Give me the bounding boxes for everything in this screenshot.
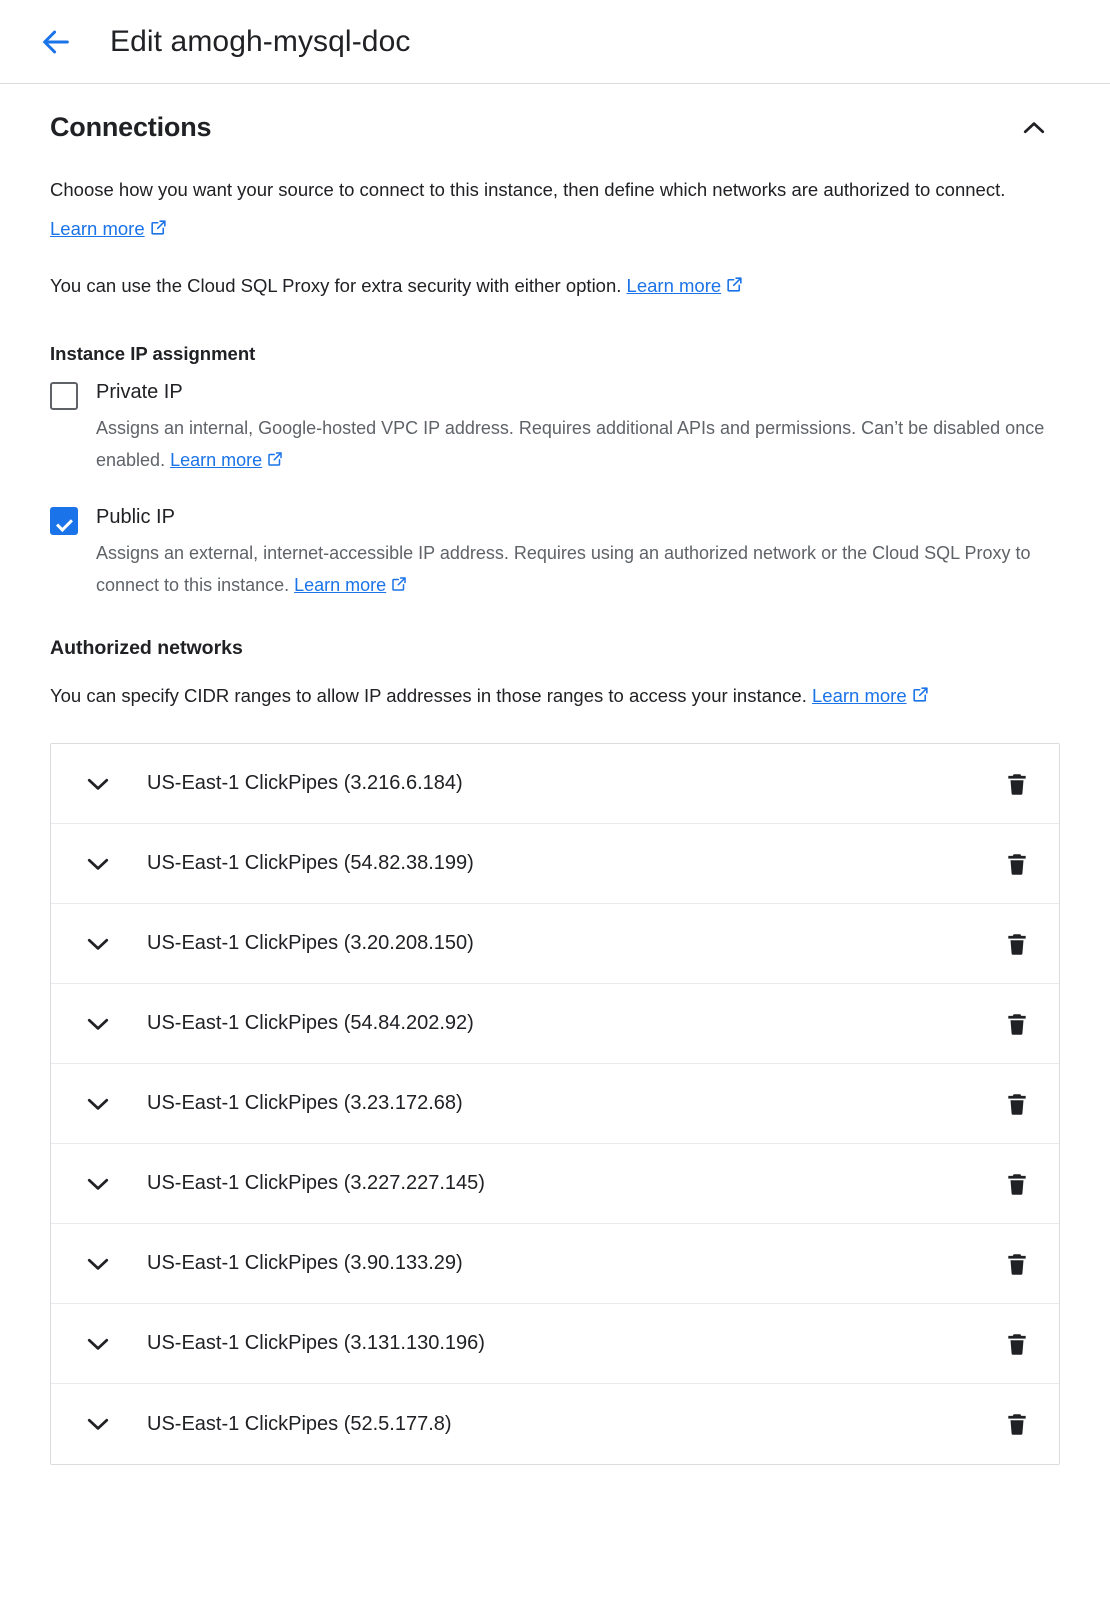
private-ip-label: Private IP — [96, 381, 183, 403]
table-row[interactable] — [51, 824, 1059, 904]
network-name: US-East-1 ClickPipes (3.227.227.145) — [147, 1172, 485, 1194]
trash-icon[interactable] — [997, 1004, 1037, 1044]
learn-more-link-connections[interactable] — [50, 218, 145, 239]
trash-icon[interactable] — [997, 1164, 1037, 1204]
external-link-icon — [725, 268, 744, 307]
connections-section-header — [50, 112, 1060, 148]
table-row[interactable] — [51, 904, 1059, 984]
network-name: US-East-1 ClickPipes (3.216.6.184) — [147, 772, 463, 794]
learn-more-link-authorized-networks[interactable] — [812, 685, 907, 706]
trash-icon[interactable] — [997, 844, 1037, 884]
network-name: US-East-1 ClickPipes (54.84.202.92) — [147, 1012, 474, 1034]
chevron-down-icon[interactable] — [81, 1167, 115, 1201]
collapse-section-button[interactable] — [1016, 112, 1052, 148]
intro-1-text: Choose how you want your source to connect to this instance, then define which networks are authorized to connect. — [50, 179, 1006, 200]
chevron-down-icon[interactable] — [81, 767, 115, 801]
authorized-networks-description — [50, 676, 1040, 717]
chevron-down-icon[interactable] — [81, 1087, 115, 1121]
trash-icon[interactable] — [997, 764, 1037, 804]
private-ip-option-body — [96, 379, 1060, 478]
network-name: US-East-1 ClickPipes (3.90.133.29) — [147, 1252, 463, 1274]
chevron-down-icon[interactable] — [81, 927, 115, 961]
network-name: US-East-1 ClickPipes (3.20.208.150) — [147, 932, 474, 954]
back-button[interactable] — [32, 18, 80, 66]
table-row[interactable] — [51, 1064, 1059, 1144]
page-header — [0, 0, 1110, 84]
network-name: US-East-1 ClickPipes (52.5.177.8) — [147, 1412, 452, 1435]
public-ip-description — [96, 537, 1060, 603]
authorized-networks-block — [50, 637, 1060, 1465]
learn-more-link-private-ip[interactable] — [170, 450, 262, 470]
learn-more-link-public-ip[interactable] — [294, 575, 386, 595]
section-title: Connections — [50, 112, 212, 142]
connections-intro-paragraph-1 — [50, 170, 1050, 250]
authorized-networks-list — [50, 743, 1060, 1465]
chevron-down-icon[interactable] — [81, 1327, 115, 1361]
chevron-up-icon — [1019, 113, 1049, 148]
trash-icon[interactable] — [997, 924, 1037, 964]
trash-icon[interactable] — [997, 1084, 1037, 1124]
trash-icon[interactable] — [997, 1324, 1037, 1364]
public-ip-checkbox[interactable] — [50, 507, 78, 535]
learn-more-link-proxy[interactable] — [627, 275, 722, 296]
authorized-networks-description-text: You can specify CIDR ranges to allow IP addresses in those ranges to access your instance. — [50, 685, 807, 706]
private-ip-description-text: Assigns an internal, Google-hosted VPC IP address. Requires additional APIs and permissions. Can’t be disabled once enabled. — [96, 418, 1045, 470]
network-name: US-East-1 ClickPipes (3.23.172.68) — [147, 1092, 463, 1114]
table-row[interactable] — [51, 1224, 1059, 1304]
public-ip-option-row — [50, 504, 1060, 603]
private-ip-option-row — [50, 379, 1060, 478]
network-name: US-East-1 ClickPipes (3.131.130.196) — [147, 1332, 485, 1354]
table-row[interactable] — [51, 744, 1059, 824]
arrow-left-icon — [39, 25, 73, 59]
connections-section — [0, 84, 1110, 1465]
intro-2-text: You can use the Cloud SQL Proxy for extra security with either option. — [50, 275, 622, 296]
private-ip-checkbox[interactable] — [50, 382, 78, 410]
page-title: Edit amogh-mysql-doc — [110, 24, 411, 58]
learn-more-label: Learn more — [294, 575, 387, 595]
external-link-icon — [266, 446, 284, 478]
instance-ip-assignment-heading: Instance IP assignment — [50, 343, 256, 364]
chevron-down-icon[interactable] — [81, 1407, 115, 1441]
chevron-down-icon[interactable] — [81, 1007, 115, 1041]
learn-more-label: Learn more — [170, 450, 263, 470]
trash-icon[interactable] — [997, 1244, 1037, 1284]
public-ip-description-text: Assigns an external, internet-accessible IP address. Requires using an authorized network or the Cloud SQL Proxy to connect to this instance. — [96, 543, 1031, 595]
network-name: US-East-1 ClickPipes (54.82.38.199) — [147, 852, 474, 874]
table-row[interactable] — [51, 1144, 1059, 1224]
chevron-down-icon[interactable] — [81, 1247, 115, 1281]
public-ip-option-body — [96, 504, 1060, 603]
trash-icon[interactable] — [997, 1404, 1037, 1444]
external-link-icon — [911, 678, 930, 717]
public-ip-label: Public IP — [96, 506, 175, 528]
table-row[interactable] — [51, 984, 1059, 1064]
table-row[interactable] — [51, 1384, 1059, 1464]
connections-intro-paragraph-2 — [50, 266, 1050, 307]
chevron-down-icon[interactable] — [81, 847, 115, 881]
learn-more-label: Learn more — [626, 275, 722, 296]
learn-more-label: Learn more — [50, 218, 145, 239]
authorized-networks-heading: Authorized networks — [50, 637, 243, 659]
learn-more-label: Learn more — [812, 685, 907, 706]
private-ip-description — [96, 412, 1060, 478]
table-row[interactable] — [51, 1304, 1059, 1384]
external-link-icon — [149, 211, 168, 250]
external-link-icon — [390, 571, 408, 603]
